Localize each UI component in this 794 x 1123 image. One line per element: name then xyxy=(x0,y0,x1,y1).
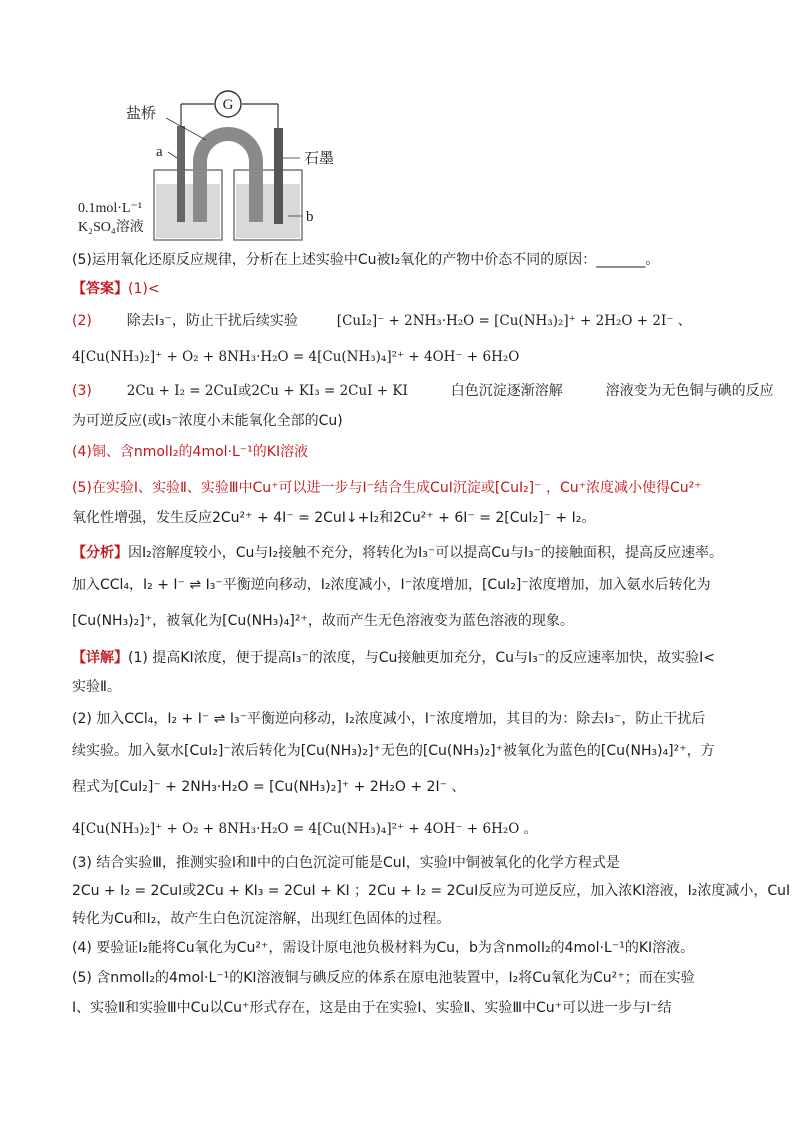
electrode-a-label: a xyxy=(156,144,163,160)
galvanic-cell-diagram xyxy=(74,88,374,246)
answer-5-line-1: (5)在实验Ⅰ、实验Ⅱ、实验Ⅲ中Cu⁺可以进一步与I⁻结合生成CuI沉淀或[CuI₂]⁻ ，Cu⁺浓度减小使得Cu²⁺ xyxy=(72,480,702,496)
answer-2-equation-2: 4[Cu(NH₃)₂]⁺ + O₂ + 8NH₃·H₂O = 4[Cu(NH₃)₄]²⁺ + 4OH⁻ + 6H₂O xyxy=(72,349,520,365)
solution-concentration-label: 0.1mol·L⁻¹ xyxy=(78,201,143,216)
analysis-text-1: 因I₂溶解度较小，Cu与I₂接触不充分，将转化为I₃⁻可以提高Cu与I₃⁻的接触面积，提高反应速率。 xyxy=(128,545,724,561)
detail-p4-line-1: (4) 要验证I₂能将Cu氧化为Cu²⁺，需设计原电池负极材料为Cu，b为含nmolI₂的4mol·L⁻¹的KI溶液。 xyxy=(72,940,695,956)
detail-p1-line-1: (1) 提高KI浓度，便于提高I₃⁻的浓度，与Cu接触更加充分，Cu与I₃⁻的反应速率加快，故实验Ⅰ< xyxy=(128,650,716,666)
question-5: (5)运用氧化还原反应规律，分析在上述实验中Cu被I₂氧化的产物中价态不同的原因：_______。 xyxy=(72,252,660,268)
answer-label: 【答案】 xyxy=(72,281,128,297)
detail-p2-line-4: 4[Cu(NH₃)₂]⁺ + O₂ + 8NH₃·H₂O = 4[Cu(NH₃)₄]²⁺ + 4OH⁻ + 6H₂O 。 xyxy=(72,821,538,837)
graphite-electrode xyxy=(274,128,283,224)
left-solution xyxy=(156,184,220,238)
answer-line-1 xyxy=(72,278,742,300)
salt-bridge-label: 盐桥 xyxy=(126,104,157,122)
detail-p5-line-1: (5) 含nmolI₂的4mol·L⁻¹的KI溶液铜与碘反应的体系在原电池装置中，I₂将Cu氧化为Cu²⁺；而在实验 xyxy=(72,970,695,986)
solution-name-label: K₂SO₄溶液 xyxy=(78,220,144,235)
answer-3-equation: 2Cu + I₂ = 2CuI或2Cu + KI₃ = 2CuI + KI xyxy=(126,383,408,399)
analysis-line-1 xyxy=(72,542,742,564)
detail-p2-line-1: (2) 加入CCl₄，I₂ + I⁻ ⇌ I₃⁻平衡逆向移动，I₂浓度减小，I⁻浓度增加，其目的为：除去I₃⁻，防止干扰后 xyxy=(72,711,706,727)
detail-p2-line-2: 续实验。加入氨水[CuI₂]⁻浓后转化为[Cu(NH₃)₂]⁺无色的[Cu(NH₃)₂]⁺被氧化为蓝色的[Cu(NH₃)₄]²⁺，方 xyxy=(72,743,715,759)
detail-p5-line-2: Ⅰ、实验Ⅱ和实验Ⅲ中Cu以Cu⁺形式存在，这是由于在实验Ⅰ、实验Ⅱ、实验Ⅲ中Cu⁺可以进一步与I⁻结 xyxy=(72,1000,672,1016)
detail-p1-line-2: 实验Ⅱ。 xyxy=(72,679,121,695)
answer-1: (1)< xyxy=(128,281,160,297)
answer-5-line-2: 氧化性增强，发生反应2Cu²⁺ + 4I⁻ = 2CuI↓+I₂和2Cu²⁺ + 6I⁻ = 2[CuI₂]⁻ + I₂。 xyxy=(72,510,596,526)
electrode-b-label: b xyxy=(306,209,314,225)
right-solution xyxy=(236,184,300,238)
detail-p3-line-1: (3) 结合实验Ⅲ，推测实验Ⅰ和Ⅱ中的白色沉淀可能是CuI，实验Ⅰ中铜被氧化的化学方程式是 xyxy=(72,855,620,871)
detail-p3-line-2: 2Cu + I₂ = 2CuI或2Cu + KI₃ = 2CuI + KI ；2Cu + I₂ = 2CuI反应为可逆反应，加入浓KI溶液，I₂浓度减小，CuI xyxy=(72,883,791,899)
galvanometer-label: G xyxy=(222,97,234,113)
answer-2-text: 除去I₃⁻，防止干扰后续实验 xyxy=(126,313,298,329)
analysis-line-3: [Cu(NH₃)₂]⁺，被氧化为[Cu(NH₃)₄]²⁺，故而产生无色溶液变为蓝色溶液的现象。 xyxy=(72,613,574,629)
answer-2-number: (2) xyxy=(72,313,92,329)
electrode-a xyxy=(177,126,185,222)
answer-3 xyxy=(72,380,774,402)
analysis-label: 【分析】 xyxy=(72,545,128,561)
detail-p3-line-3: 转化为Cu和I₂，故产生白色沉淀溶解，出现红色固体的过程。 xyxy=(72,911,451,927)
answer-4: (4)铜、含nmolI₂的4mol·L⁻¹的KI溶液 xyxy=(72,444,309,460)
graphite-label: 石墨 xyxy=(304,149,335,167)
answer-2 xyxy=(72,310,742,332)
answer-3-number: (3) xyxy=(72,383,92,399)
detail-label: 【详解】 xyxy=(72,650,128,666)
answer-2-equation-1: [CuI₂]⁻ + 2NH₃·H₂O = [Cu(NH₃)₂]⁺ + 2H₂O + 2I⁻ 、 xyxy=(336,313,692,329)
detail-p2-line-3: 程式为[CuI₂]⁻ + 2NH₃·H₂O = [Cu(NH₃)₂]⁺ + 2H₂O + 2I⁻ 、 xyxy=(72,779,466,795)
detail-line-1 xyxy=(72,647,742,669)
answer-3-reason: 溶液变为无色铜与碘的反应 xyxy=(605,383,774,399)
analysis-line-2: 加入CCl₄，I₂ + I⁻ ⇌ I₃⁻平衡逆向移动，I₂浓度减小，I⁻浓度增加，[CuI₂]⁻浓度增加，加入氨水后转化为 xyxy=(72,577,711,593)
answer-3-reason-cont: 为可逆反应(或I₃⁻浓度小未能氧化全部的Cu) xyxy=(72,413,343,429)
answer-3-observation: 白色沉淀逐渐溶解 xyxy=(450,383,563,399)
